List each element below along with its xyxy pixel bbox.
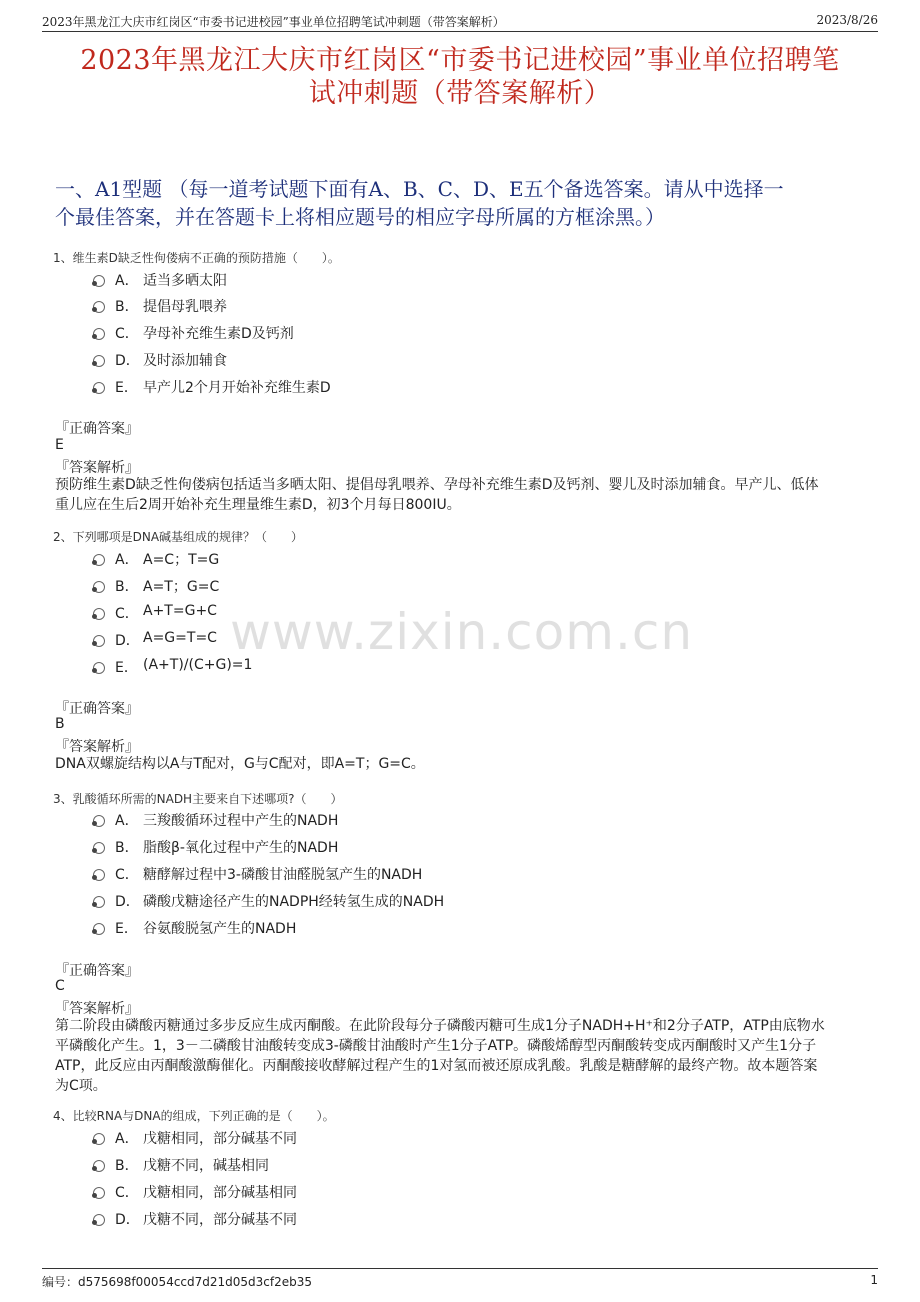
radio-icon[interactable] [93, 328, 105, 340]
option-text: 孕母补充维生素D及钙剂 [143, 326, 294, 342]
option-text: A+T=G+C [143, 603, 217, 619]
option-letter: B． [115, 840, 139, 856]
option-text: 糖酵解过程中3-磷酸甘油醛脱氢产生的NADH [143, 867, 423, 883]
section-heading-line-2: 个最佳答案，并在答题卡上将相应题号的相应字母所属的方框涂黑。） [55, 205, 665, 229]
option-text: (A+T)/(C+G)=1 [143, 657, 253, 673]
radio-icon[interactable] [93, 554, 105, 566]
option-letter: D． [115, 353, 140, 369]
option-letter: C． [115, 867, 139, 883]
option-text: 脂酸β-氧化过程中产生的NADH [143, 840, 339, 856]
page-footer [42, 1268, 878, 1289]
radio-icon[interactable] [93, 608, 105, 620]
question-3-text: 3、乳酸循环所需的NADH主要来自下述哪项?（ ） [53, 792, 343, 806]
question-2-answer: B [55, 716, 65, 732]
correct-answer-label: 『正确答案』 [55, 963, 139, 979]
question-1-text: 1、维生素D缺乏性佝偻病不正确的预防措施（ ）。 [53, 251, 340, 265]
radio-icon[interactable] [93, 1214, 105, 1226]
radio-icon[interactable] [93, 662, 105, 674]
option-text: 磷酸戊糖途径产生的NADPH经转氢生成的NADH [143, 894, 445, 910]
radio-icon[interactable] [93, 635, 105, 647]
question-2-analysis [55, 754, 867, 774]
correct-answer-label: 『正确答案』 [55, 701, 139, 717]
option-letter: A． [115, 552, 139, 568]
option-text: 戊糖不同，碱基相同 [143, 1158, 269, 1174]
option-text: 谷氨酸脱氢产生的NADH [143, 921, 297, 937]
radio-icon[interactable] [93, 1187, 105, 1199]
option-letter: C． [115, 326, 139, 342]
question-3-analysis [55, 1016, 867, 1096]
option-text: 戊糖不同，部分碱基不同 [143, 1212, 297, 1228]
option-text: A=T；G=C [143, 579, 220, 595]
option-letter: A． [115, 813, 139, 829]
option-text: A=C；T=G [143, 552, 220, 568]
option-letter: A． [115, 1131, 139, 1147]
question-3-answer: C [55, 978, 65, 994]
analysis-line: 预防维生素D缺乏性佝偻病包括适当多晒太阳、提倡母乳喂养、孕母补充维生素D及钙剂、婴儿及时添加辅食。早产儿、低体 [55, 477, 819, 493]
page-title [42, 44, 878, 110]
radio-icon[interactable] [93, 275, 105, 287]
option-letter: E． [115, 380, 138, 396]
radio-icon[interactable] [93, 896, 105, 908]
option-letter: B． [115, 579, 139, 595]
radio-icon[interactable] [93, 923, 105, 935]
radio-icon[interactable] [93, 1160, 105, 1172]
option-letter: D． [115, 894, 140, 910]
analysis-line: 重儿应在生后2周开始补充生理量维生素D，初3个月每日800IU。 [55, 497, 461, 513]
option-text: 适当多晒太阳 [143, 273, 227, 289]
option-text: 提倡母乳喂养 [143, 299, 227, 315]
question-2-text: 2、下列哪项是DNA碱基组成的规律？（ ） [53, 530, 304, 544]
analysis-label: 『答案解析』 [55, 460, 139, 476]
option-text: 戊糖相同，部分碱基不同 [143, 1131, 297, 1147]
radio-icon[interactable] [93, 355, 105, 367]
radio-icon[interactable] [93, 581, 105, 593]
analysis-line: 平磷酸化产生。1，3－二磷酸甘油酸转变成3-磷酸甘油酸时产生1分子ATP。磷酸烯醇型丙酮酸转变成丙酮酸时又产生1分子 [55, 1038, 817, 1054]
option-letter: C． [115, 606, 139, 622]
option-text: 早产儿2个月开始补充维生素D [143, 380, 331, 396]
radio-icon[interactable] [93, 842, 105, 854]
header-date: 2023/8/26 [816, 13, 878, 27]
option-letter: B． [115, 1158, 139, 1174]
radio-icon[interactable] [93, 815, 105, 827]
radio-icon[interactable] [93, 301, 105, 313]
option-text: A=G=T=C [143, 630, 217, 646]
option-text: 戊糖相同，部分碱基相同 [143, 1185, 297, 1201]
question-4-text: 4、比较RNA与DNA的组成，下列正确的是（ ）。 [53, 1109, 335, 1123]
radio-icon[interactable] [93, 869, 105, 881]
section-heading-line-1: 一、A1型题 （每一道考试题下面有A、B、C、D、E五个备选答案。请从中选择一 [55, 177, 784, 201]
footer-doc-id: 编号：d575698f00054ccd7d21d05d3cf2eb35 [42, 1275, 313, 1289]
option-text: 三羧酸循环过程中产生的NADH [143, 813, 339, 829]
option-letter: D． [115, 1212, 140, 1228]
analysis-label: 『答案解析』 [55, 1001, 139, 1017]
page-header [42, 11, 878, 32]
analysis-line: 为C项。 [55, 1078, 107, 1094]
option-letter: C． [115, 1185, 139, 1201]
watermark: www.zixin.com.cn [230, 603, 694, 661]
option-letter: E． [115, 921, 138, 937]
question-1-analysis [55, 475, 867, 515]
analysis-line: 第二阶段由磷酸丙糖通过多步反应生成丙酮酸。在此阶段每分子磷酸丙糖可生成1分子NADH+H⁺和2分子ATP，ATP由底物水 [55, 1018, 825, 1034]
radio-icon[interactable] [93, 382, 105, 394]
analysis-label: 『答案解析』 [55, 739, 139, 755]
option-letter: B． [115, 299, 139, 315]
header-doc-name: 2023年黑龙江大庆市红岗区“市委书记进校园”事业单位招聘笔试冲刺题（带答案解析） [42, 15, 505, 29]
correct-answer-label: 『正确答案』 [55, 421, 139, 437]
option-letter: D． [115, 633, 140, 649]
option-letter: A． [115, 273, 139, 289]
option-text: 及时添加辅食 [143, 353, 227, 369]
section-heading [55, 175, 860, 231]
title-line-1: 2023年黑龙江大庆市红岗区“市委书记进校园”事业单位招聘笔 [80, 45, 840, 76]
title-line-2: 试冲刺题（带答案解析） [308, 78, 612, 109]
analysis-line: DNA双螺旋结构以A与T配对，G与C配对，即A=T；G=C。 [55, 756, 425, 772]
radio-icon[interactable] [93, 1133, 105, 1145]
question-1-answer: E [55, 437, 64, 453]
analysis-line: ATP，此反应由丙酮酸激酶催化。丙酮酸接收酵解过程产生的1对氢而被还原成乳酸。乳酸是糖酵解的最终产物。故本题答案 [55, 1058, 818, 1074]
option-letter: E． [115, 660, 138, 676]
footer-page-number: 1 [870, 1273, 878, 1287]
